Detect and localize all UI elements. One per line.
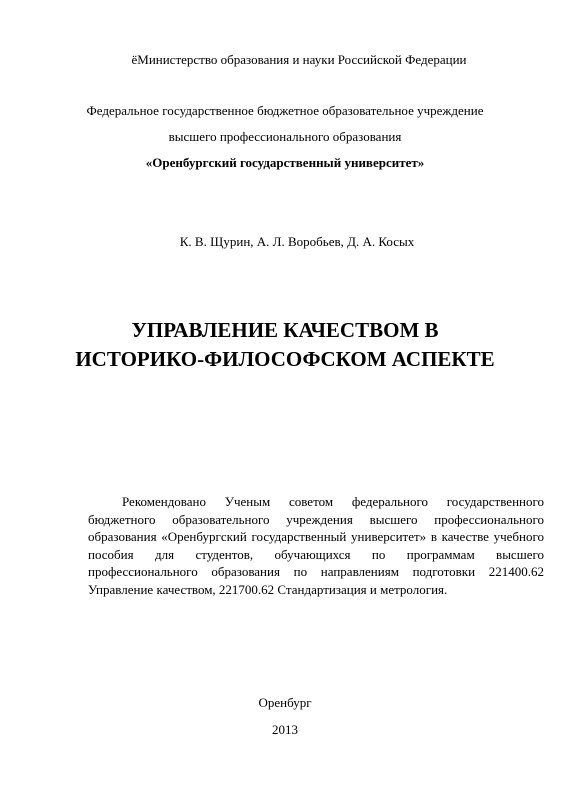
book-title-line-2: ИСТОРИКО-ФИЛОСОФСКОМ АСПЕКТЕ <box>75 347 495 371</box>
institution-level-line: высшего профессионального образования <box>168 129 402 144</box>
publication-year: 2013 <box>272 722 298 737</box>
institution-type-line: Федеральное государственное бюджетное образовательное учреждение <box>86 103 484 118</box>
authors: К. В. Щурин, А. Л. Воробьев, Д. А. Косых <box>179 234 415 249</box>
book-title-line-1: УПРАВЛЕНИЕ КАЧЕСТВОМ В <box>131 318 439 342</box>
publication-city: Оренбург <box>258 695 312 710</box>
recommendation-block <box>88 493 544 598</box>
recommendation-text: Рекомендовано Ученым советом федерального государственного бюджетного образовательного учреждения высшего профессионального образования «Оренбургский государственный университет» в качестве учебного пособия для студентов, обучающихся по программам высшего профессионального образования по направлениям подготовки 221400.62 Управление качеством, 221700.62 Стандартизация и метрология. <box>88 494 544 597</box>
ministry-name: ёМинистерство образования и науки Российской Федерации <box>131 52 467 67</box>
university-name: «Оренбургский государственный университет» <box>145 155 425 170</box>
